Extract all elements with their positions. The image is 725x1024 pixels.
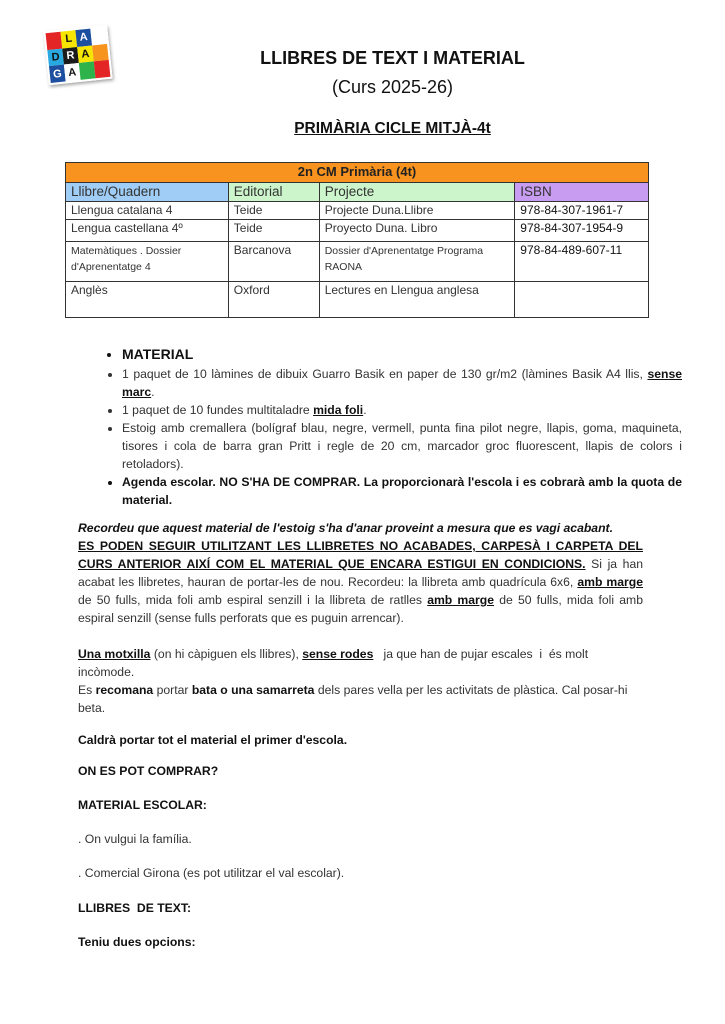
table-row [66, 220, 649, 242]
text: (on hi càpiguen els llibres), [150, 647, 303, 661]
reminder-italic: Recordeu que aquest material de l'estoig s'ha d'anar proveint a mesura que es vagi acabant. [78, 521, 613, 535]
cell-isbn [515, 282, 649, 318]
text: 1 paquet de 10 fundes multitaladre [122, 403, 314, 417]
cell-project: Dossier d'Aprenentatge Programa RAONA [319, 242, 515, 282]
cell-book: Anglès [66, 282, 229, 318]
logo-tile: A [64, 63, 81, 81]
text: . [363, 403, 367, 417]
list-item: • Agenda escolar. NO S'HA DE COMPRAR. La proporcionarà l'escola i es cobrarà amb la quota de material. [122, 473, 682, 509]
emphasis: sense marc [122, 367, 682, 399]
text: . [151, 385, 155, 399]
table-row [66, 202, 649, 220]
list-item: • Estoig amb cremallera (bolígraf blau, negre, vermell, punta fina pilot negre, llapis, goma, maquineta, tisores i cola de barra gran Pritt i regle de 20 cm, marcador groc fluorescent, llapis de colors i retoladors). [122, 419, 682, 473]
emphasis: amb marge [577, 575, 644, 589]
page-subtitle: (Curs 2025-26) [331, 77, 454, 97]
column-header: Editorial [228, 183, 319, 202]
text: Si ja han acabat les llibretes, hauran de portar-les de nou. Recordeu: la llibreta amb quadrícula 6x6, [78, 557, 643, 589]
reminder-caps: ES PODEN SEGUIR UTILITZANT LES LLIBRETES NO ACABADES, CARPESÀ I CARPETA DEL CURS ANTERIOR AIXÍ COM EL MATERIAL QUE ENCARA ESTIGUI EN CONDICIONS. [78, 539, 643, 571]
reminder-paragraph [78, 519, 643, 627]
textbooks-heading: LLIBRES DE TEXT: [78, 901, 192, 915]
cell-book: Matemàtiques . Dossier d'Aprenentatge 4 [66, 242, 229, 282]
text: ja que han de pujar escales i és molt incòmode. [78, 647, 592, 679]
emphasis: sense rodes [302, 647, 374, 661]
emphasis: bata o una samarreta [191, 683, 315, 697]
option-family: . On vulgui la família. [78, 832, 192, 846]
cell-book: Lengua castellana 4º [66, 220, 229, 242]
cell-editorial: Oxford [228, 282, 319, 318]
logo-tile: D [47, 48, 64, 66]
column-header: Projecte [319, 183, 515, 202]
option-comercial-girona: . Comercial Girona (es pot utilitzar el val escolar). [78, 866, 345, 880]
emphasis: recomana [95, 683, 154, 697]
material-heading: • MATERIAL [122, 344, 682, 365]
cell-isbn: 978-84-307-1961-7 [515, 202, 649, 220]
cell-editorial: Barcanova [228, 242, 319, 282]
cell-project: Lectures en Llengua anglesa [319, 282, 515, 318]
column-header: Llibre/Quadern [66, 183, 229, 202]
emphasis: mida foli [313, 403, 364, 417]
logo-tile: A [77, 45, 94, 63]
where-to-buy-heading: ON ES POT COMPRAR? [78, 764, 219, 778]
logo-tile [90, 27, 107, 45]
text: 1 paquet de 10 làmines de dibuix Guarro Basik en paper de 130 gr/m2 (làmines Basik A4 llis, [122, 367, 648, 381]
school-material-heading: MATERIAL ESCOLAR: [78, 798, 207, 812]
books-table [65, 162, 649, 318]
page-title: LLIBRES DE TEXT I MATERIAL [260, 48, 525, 68]
text: de 50 fulls, mida foli amb espiral senzill i la llibreta de ratlles [78, 593, 428, 607]
logo-tile: L [60, 30, 77, 48]
cell-editorial: Teide [228, 202, 319, 220]
table-row [66, 282, 649, 318]
text: Es [78, 683, 96, 697]
text: portar [153, 683, 192, 697]
cell-isbn: 978-84-307-1954-9 [515, 220, 649, 242]
logo-tile: A [75, 29, 92, 47]
material-list [88, 344, 682, 509]
column-header: ISBN [515, 183, 649, 202]
backpack-paragraph [78, 645, 643, 717]
table-row [66, 242, 649, 282]
section-heading: PRIMÀRIA CICLE MITJÀ-4t [294, 120, 491, 137]
emphasis: Una motxilla [78, 647, 151, 661]
two-options-label: Teniu dues opcions: [78, 935, 196, 949]
text: de 50 fulls, mida foli amb espiral senzill (sense fulls perforats que es puguin arrencar). [78, 593, 643, 625]
bring-all-note: Caldrà portar tot el material el primer d'escola. [78, 733, 348, 747]
emphasis: amb marge [427, 593, 495, 607]
cell-project: Projecte Duna.Llibre [319, 202, 515, 220]
cell-isbn: 978-84-489-607-11 [515, 242, 649, 282]
cell-book: Llengua catalana 4 [66, 202, 229, 220]
list-item [122, 401, 682, 419]
cell-project: Proyecto Duna. Libro [319, 220, 515, 242]
list-item [122, 365, 682, 401]
logo-tile: G [49, 65, 66, 83]
table-caption: 2n CM Primària (4t) [66, 163, 649, 183]
cell-editorial: Teide [228, 220, 319, 242]
text: dels pares vella per les activitats de plàstica. Cal posar-hi beta. [78, 683, 628, 715]
logo-tile: R [62, 47, 79, 65]
